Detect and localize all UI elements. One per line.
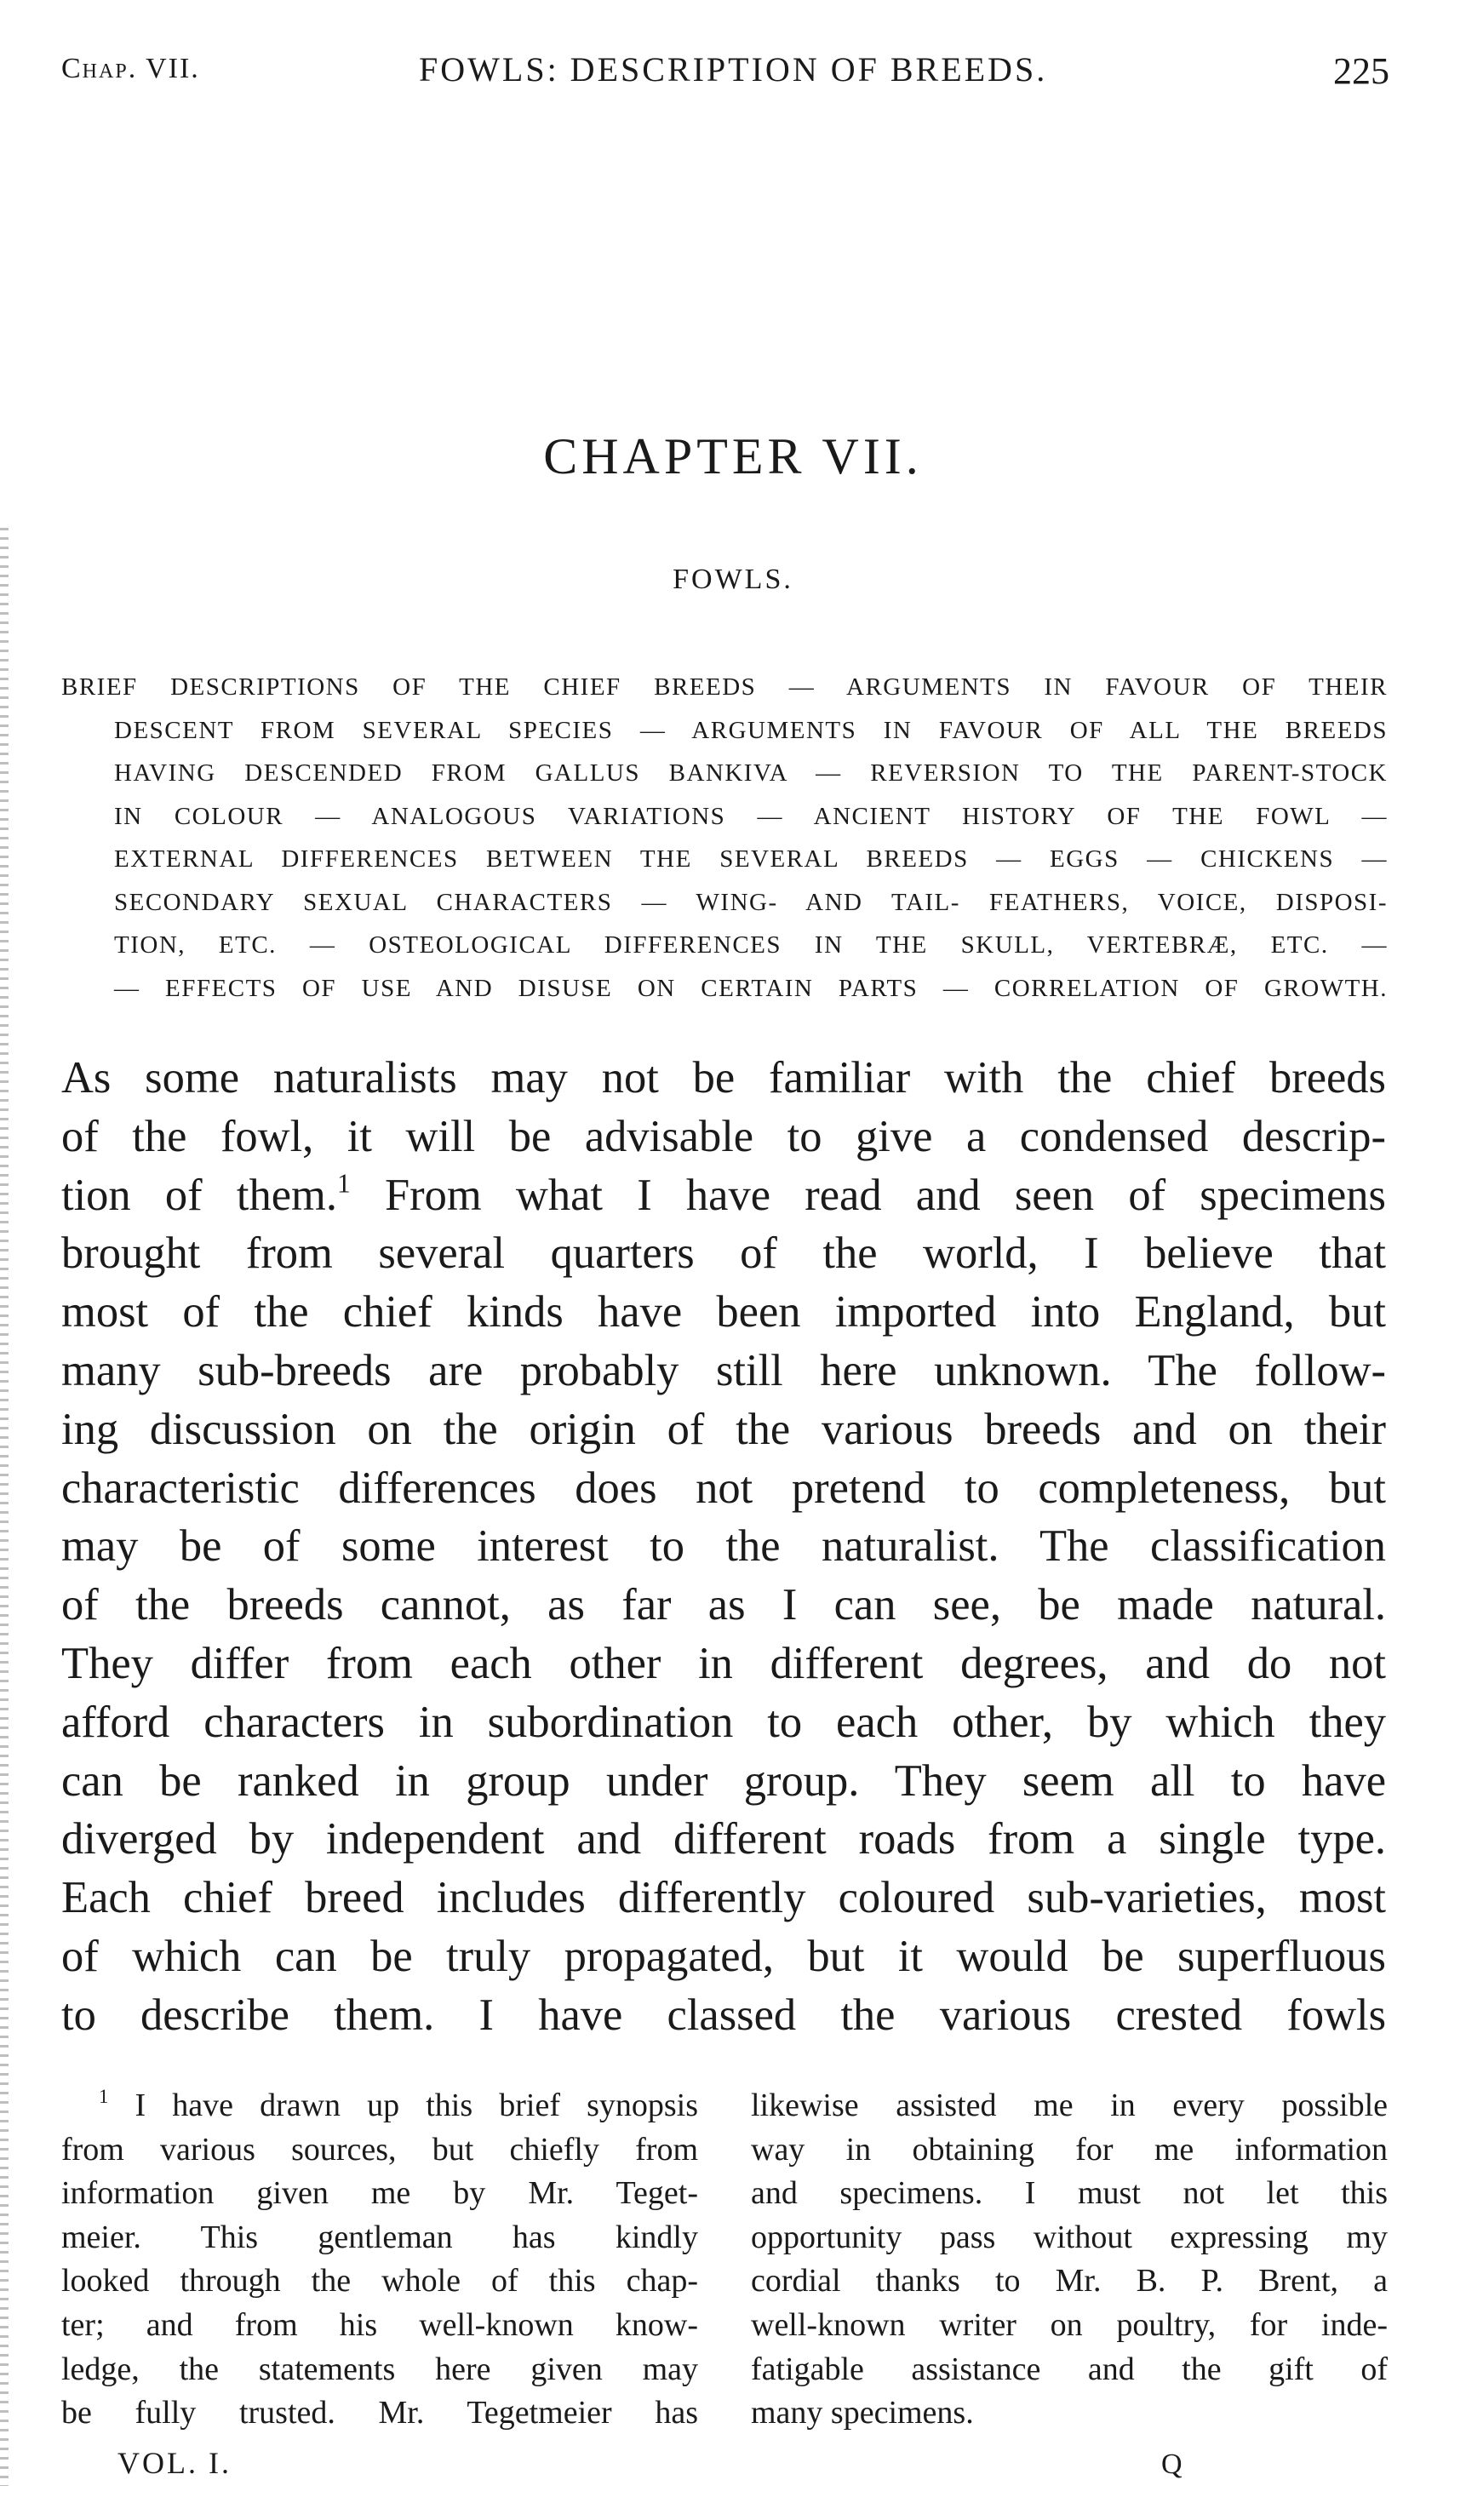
running-head-title: FOWLS: DESCRIPTION OF BREEDS.	[419, 50, 1048, 89]
footnote-line: information given me by Mr. Teget-	[61, 2175, 698, 2212]
footnote-reference: 1	[336, 1168, 351, 1199]
footnote-line: meier. This gentleman has kindly	[61, 2219, 698, 2255]
body-line: to describe them. I have classed the various crested fowls	[61, 1990, 1386, 2040]
footnote-line: way in obtaining for me information	[751, 2131, 1388, 2168]
body-line: brought from several quarters of the world, I believe that	[61, 1228, 1386, 1279]
summary-line: BRIEF DESCRIPTIONS OF THE CHIEF BREEDS — ARGUMENTS IN FAVOUR OF THEIR	[61, 673, 1388, 701]
body-line: may be of some interest to the naturalist. The classification	[61, 1521, 1386, 1572]
body-line-with-footnote	[61, 1166, 1386, 1225]
body-line: most of the chief kinds have been imported into England, but	[61, 1287, 1386, 1337]
body-line: As some naturalists may not be familiar with the chief breeds	[61, 1053, 1386, 1102]
footnote-line: and specimens. I must not let this	[751, 2175, 1388, 2212]
footnote-line: ter; and from his well-known know-	[61, 2306, 698, 2343]
body-paragraph	[61, 1049, 1386, 2045]
volume-signature: VOL. I.	[117, 2446, 232, 2480]
footnote-line: be fully trusted. Mr. Tegetmeier has	[61, 2395, 698, 2431]
footnote-line: likewise assisted me in every possible	[751, 2088, 1388, 2123]
body-line: of the breeds cannot, as far as I can see, be made natural.	[61, 1580, 1386, 1630]
body-line: can be ranked in group under group. They seem all to have	[61, 1755, 1386, 1806]
summary-line: HAVING DESCENDED FROM GALLUS BANKIVA — REVERSION TO THE PARENT-STOCK	[114, 759, 1388, 787]
body-line: afford characters in subordination to each other, by which they	[61, 1697, 1386, 1747]
gathering-signature-mark: Q	[1161, 2448, 1183, 2480]
body-line: Each chief breed includes differently coloured sub-varieties, most	[61, 1873, 1386, 1923]
body-line-segment: From what I have read and seen of specimens	[350, 1170, 1386, 1220]
summary-line: IN COLOUR — ANALOGOUS VARIATIONS — ANCIENT HISTORY OF THE FOWL —	[114, 802, 1388, 830]
footnote-line	[61, 2084, 698, 2128]
body-line-segment: tion of them.	[61, 1170, 337, 1220]
summary-line: TION, ETC. — OSTEOLOGICAL DIFFERENCES IN THE SKULL, VERTEBRÆ, ETC. —	[114, 931, 1388, 959]
footnote-line-text: I have drawn up this brief synopsis	[108, 2088, 698, 2123]
summary-line: DESCENT FROM SEVERAL SPECIES — ARGUMENTS IN FAVOUR OF ALL THE BREEDS	[114, 716, 1388, 744]
footnote-line: fatigable assistance and the gift of	[751, 2351, 1388, 2387]
body-line: many sub-breeds are probably still here unknown. The follow-	[61, 1345, 1386, 1395]
scan-edge-marks	[0, 528, 9, 2486]
running-head	[61, 49, 1389, 94]
footnote-line-last: many specimens.	[751, 2395, 974, 2431]
body-line: of the fowl, it will be advisable to give a condensed descrip-	[61, 1111, 1386, 1161]
page-number: 225	[1333, 50, 1389, 92]
footnote-line: well-known writer on poultry, for inde-	[751, 2306, 1388, 2343]
footnote-line: ledge, the statements here given may	[61, 2351, 698, 2387]
summary-line: EXTERNAL DIFFERENCES BETWEEN THE SEVERAL BREEDS — EGGS — CHICKENS —	[114, 845, 1388, 873]
footnote-left-column	[61, 2084, 698, 2436]
footnote-line: looked through the whole of this chap-	[61, 2263, 698, 2300]
chapter-summary	[61, 666, 1388, 1010]
footnote-line: opportunity pass without expressing my	[751, 2219, 1388, 2255]
footnote-right-column	[751, 2084, 1388, 2436]
chapter-subtitle: FOWLS.	[673, 564, 793, 595]
chapter-title: CHAPTER VII.	[543, 428, 923, 484]
footnote-mark: 1	[99, 2086, 109, 2108]
body-line: They differ from each other in different degrees, and do not	[61, 1638, 1386, 1688]
summary-line: — EFFECTS OF USE AND DISUSE ON CERTAIN PARTS — CORRELATION OF GROWTH.	[114, 974, 1388, 1002]
body-line: of which can be truly propagated, but it would be superfluous	[61, 1931, 1386, 1981]
running-head-chapter: Chap. VII.	[61, 53, 200, 84]
footnote-line: from various sources, but chiefly from	[61, 2131, 698, 2168]
summary-line: SECONDARY SEXUAL CHARACTERS — WING- AND TAIL- FEATHERS, VOICE, DISPOSI-	[114, 888, 1388, 916]
body-line: ing discussion on the origin of the various breeds and on their	[61, 1404, 1386, 1454]
body-line: diverged by independent and different roads from a single type.	[61, 1814, 1386, 1864]
body-line: characteristic differences does not pretend to completeness, but	[61, 1463, 1386, 1513]
footnote-line: cordial thanks to Mr. B. P. Brent, a	[751, 2263, 1388, 2300]
